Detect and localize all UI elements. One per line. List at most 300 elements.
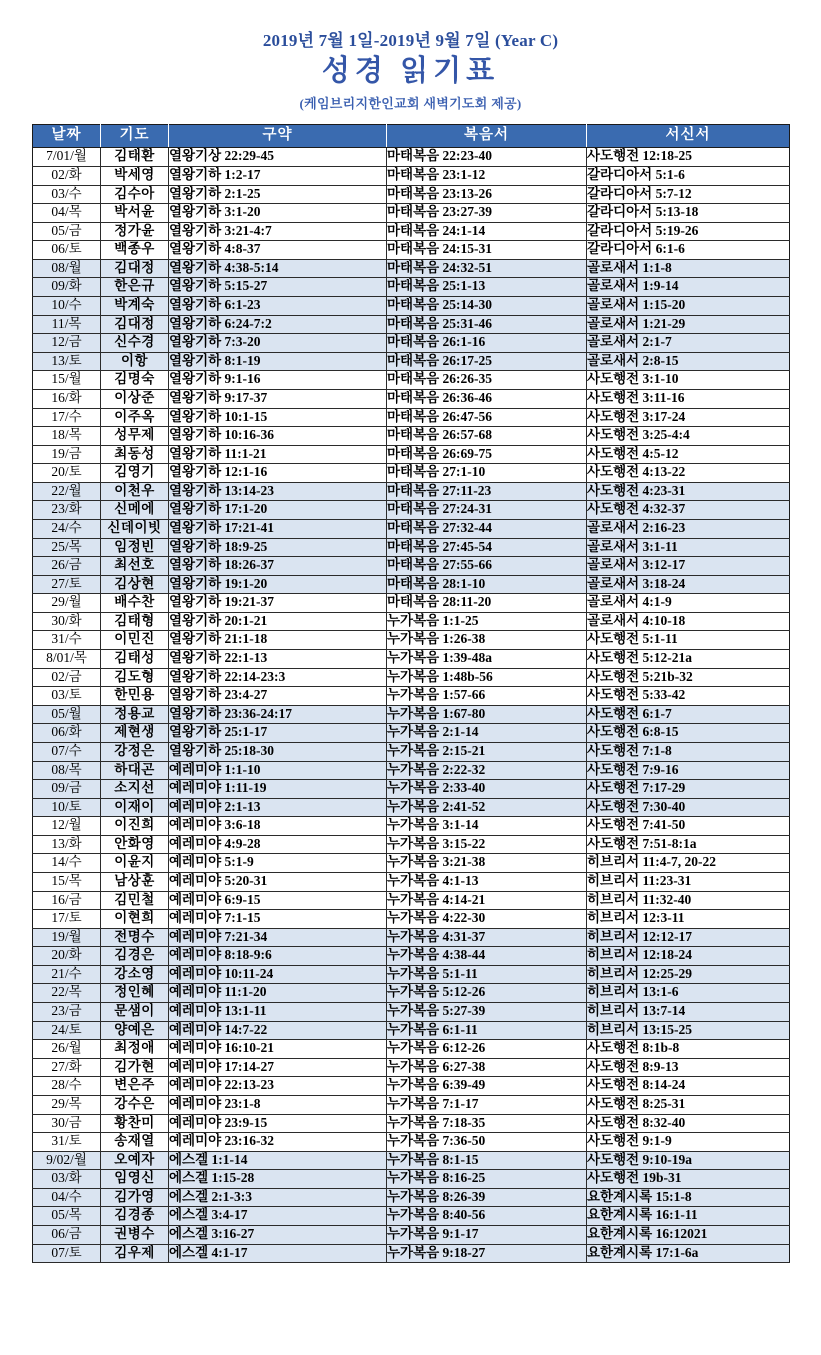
table-row [33, 482, 790, 501]
cell-date: 26/월 [33, 1040, 101, 1059]
table-row [33, 965, 790, 984]
cell-old-testament: 예레미야 8:18-9:6 [169, 947, 387, 966]
cell-date: 29/월 [33, 594, 101, 613]
cell-date: 09/화 [33, 278, 101, 297]
cell-prayer: 오예자 [101, 1151, 169, 1170]
cell-epistle: 사도행전 8:1b-8 [587, 1040, 790, 1059]
cell-old-testament: 열왕기하 10:1-15 [169, 408, 387, 427]
cell-prayer: 김경종 [101, 1207, 169, 1226]
cell-date: 04/목 [33, 204, 101, 223]
cell-epistle: 히브리서 11:4-7, 20-22 [587, 854, 790, 873]
table-row [33, 1114, 790, 1133]
cell-epistle: 사도행전 4:13-22 [587, 464, 790, 483]
cell-prayer: 강정은 [101, 742, 169, 761]
cell-date: 27/화 [33, 1058, 101, 1077]
schedule-table-container [32, 124, 789, 1264]
cell-epistle: 요한계시록 17:1-6a [587, 1244, 790, 1263]
cell-gospel: 마태복음 22:23-40 [387, 148, 587, 167]
cell-date: 08/목 [33, 761, 101, 780]
table-row [33, 668, 790, 687]
cell-gospel: 누가복음 5:1-11 [387, 965, 587, 984]
cell-gospel: 누가복음 9:18-27 [387, 1244, 587, 1263]
table-row [33, 389, 790, 408]
cell-epistle: 골로새서 3:12-17 [587, 557, 790, 576]
cell-prayer: 김가영 [101, 1188, 169, 1207]
cell-epistle: 히브리서 13:15-25 [587, 1021, 790, 1040]
cell-old-testament: 열왕기상 22:29-45 [169, 148, 387, 167]
cell-epistle: 갈라디아서 5:1-6 [587, 167, 790, 186]
cell-old-testament: 열왕기하 25:18-30 [169, 742, 387, 761]
cell-prayer: 소지선 [101, 780, 169, 799]
table-row [33, 1207, 790, 1226]
cell-prayer: 임영신 [101, 1170, 169, 1189]
table-row [33, 798, 790, 817]
table-row [33, 352, 790, 371]
cell-date: 19/월 [33, 928, 101, 947]
table-row [33, 1133, 790, 1152]
cell-gospel: 누가복음 9:1-17 [387, 1225, 587, 1244]
date-range-label: 2019년 7월 1일-2019년 9월 7일 (Year C) [262, 31, 559, 50]
cell-epistle: 사도행전 4:32-37 [587, 501, 790, 520]
cell-gospel: 마태복음 24:1-14 [387, 222, 587, 241]
cell-date: 06/화 [33, 724, 101, 743]
table-row [33, 724, 790, 743]
cell-date: 24/토 [33, 1021, 101, 1040]
cell-old-testament: 열왕기하 23:36-24:17 [169, 705, 387, 724]
table-row [33, 817, 790, 836]
cell-prayer: 김태형 [101, 612, 169, 631]
cell-epistle: 골로새서 1:1-8 [587, 259, 790, 278]
cell-prayer: 강소영 [101, 965, 169, 984]
cell-prayer: 이진희 [101, 817, 169, 836]
page-header [0, 0, 821, 112]
cell-old-testament: 열왕기하 23:4-27 [169, 687, 387, 706]
table-row [33, 259, 790, 278]
cell-old-testament: 예레미야 17:14-27 [169, 1058, 387, 1077]
page-subtitle: (케임브리지한인교회 새벽기도회 제공) [299, 95, 522, 111]
cell-old-testament: 예레미야 14:7-22 [169, 1021, 387, 1040]
column-header-epistle: 서신서 [587, 124, 790, 148]
cell-date: 11/목 [33, 315, 101, 334]
table-row [33, 1170, 790, 1189]
table-row [33, 575, 790, 594]
cell-old-testament: 열왕기하 10:16-36 [169, 427, 387, 446]
cell-prayer: 김대정 [101, 315, 169, 334]
cell-epistle: 사도행전 4:23-31 [587, 482, 790, 501]
cell-old-testament: 예레미야 7:21-34 [169, 928, 387, 947]
cell-gospel: 누가복음 7:36-50 [387, 1133, 587, 1152]
cell-epistle: 사도행전 7:30-40 [587, 798, 790, 817]
cell-prayer: 이민진 [101, 631, 169, 650]
cell-gospel: 누가복음 7:1-17 [387, 1095, 587, 1114]
cell-date: 19/금 [33, 445, 101, 464]
cell-old-testament: 에스겔 3:16-27 [169, 1225, 387, 1244]
cell-gospel: 누가복음 3:1-14 [387, 817, 587, 836]
cell-date: 05/금 [33, 222, 101, 241]
cell-date: 10/토 [33, 798, 101, 817]
cell-prayer: 박서윤 [101, 204, 169, 223]
cell-gospel: 누가복음 8:26-39 [387, 1188, 587, 1207]
column-header-prayer: 기도 [101, 124, 169, 148]
table-row [33, 557, 790, 576]
column-header-gospel: 복음서 [387, 124, 587, 148]
cell-date: 15/월 [33, 371, 101, 390]
table-row [33, 371, 790, 390]
cell-old-testament: 예레미야 5:1-9 [169, 854, 387, 873]
column-header-date: 날짜 [33, 124, 101, 148]
table-row [33, 185, 790, 204]
cell-gospel: 마태복음 26:36-46 [387, 389, 587, 408]
cell-date: 03/토 [33, 687, 101, 706]
cell-prayer: 변은주 [101, 1077, 169, 1096]
cell-prayer: 제현생 [101, 724, 169, 743]
cell-prayer: 정인혜 [101, 984, 169, 1003]
cell-epistle: 히브리서 12:3-11 [587, 910, 790, 929]
table-row [33, 297, 790, 316]
cell-date: 15/목 [33, 872, 101, 891]
cell-date: 17/토 [33, 910, 101, 929]
cell-epistle: 히브리서 13:1-6 [587, 984, 790, 1003]
cell-prayer: 이주옥 [101, 408, 169, 427]
cell-gospel: 누가복음 1:39-48a [387, 650, 587, 669]
cell-prayer: 한은규 [101, 278, 169, 297]
cell-old-testament: 열왕기하 1:2-17 [169, 167, 387, 186]
cell-gospel: 누가복음 4:22-30 [387, 910, 587, 929]
cell-prayer: 전명수 [101, 928, 169, 947]
cell-old-testament: 예레미야 13:1-11 [169, 1003, 387, 1022]
cell-date: 10/수 [33, 297, 101, 316]
cell-old-testament: 열왕기하 7:3-20 [169, 334, 387, 353]
cell-old-testament: 예레미야 10:11-24 [169, 965, 387, 984]
cell-gospel: 누가복음 3:15-22 [387, 835, 587, 854]
table-row [33, 464, 790, 483]
cell-date: 22/목 [33, 984, 101, 1003]
column-header-old-testament: 구약 [169, 124, 387, 148]
cell-gospel: 마태복음 26:69-75 [387, 445, 587, 464]
table-row [33, 761, 790, 780]
table-row [33, 148, 790, 167]
cell-old-testament: 예레미야 7:1-15 [169, 910, 387, 929]
cell-epistle: 골로새서 2:1-7 [587, 334, 790, 353]
cell-prayer: 성무제 [101, 427, 169, 446]
cell-prayer: 송재열 [101, 1133, 169, 1152]
cell-prayer: 김도형 [101, 668, 169, 687]
cell-date: 02/금 [33, 668, 101, 687]
cell-gospel: 마태복음 27:55-66 [387, 557, 587, 576]
cell-gospel: 마태복음 25:14-30 [387, 297, 587, 316]
cell-date: 30/금 [33, 1114, 101, 1133]
cell-epistle: 사도행전 3:17-24 [587, 408, 790, 427]
cell-date: 07/토 [33, 1244, 101, 1263]
cell-prayer: 이윤지 [101, 854, 169, 873]
cell-epistle: 사도행전 6:8-15 [587, 724, 790, 743]
cell-prayer: 신데이빗 [101, 520, 169, 539]
cell-epistle: 사도행전 7:41-50 [587, 817, 790, 836]
cell-date: 04/수 [33, 1188, 101, 1207]
cell-epistle: 사도행전 4:5-12 [587, 445, 790, 464]
cell-prayer: 권병수 [101, 1225, 169, 1244]
cell-old-testament: 예레미야 3:6-18 [169, 817, 387, 836]
cell-prayer: 백종우 [101, 241, 169, 260]
cell-prayer: 이재이 [101, 798, 169, 817]
cell-old-testament: 열왕기하 18:26-37 [169, 557, 387, 576]
cell-epistle: 요한계시록 15:1-8 [587, 1188, 790, 1207]
cell-prayer: 신수경 [101, 334, 169, 353]
cell-gospel: 누가복음 6:1-11 [387, 1021, 587, 1040]
cell-old-testament: 예레미야 23:16-32 [169, 1133, 387, 1152]
cell-old-testament: 예레미야 23:9-15 [169, 1114, 387, 1133]
table-row [33, 1151, 790, 1170]
table-row [33, 501, 790, 520]
cell-gospel: 마태복음 27:11-23 [387, 482, 587, 501]
cell-gospel: 누가복음 6:39-49 [387, 1077, 587, 1096]
cell-epistle: 사도행전 5:12-21a [587, 650, 790, 669]
table-row [33, 167, 790, 186]
cell-gospel: 누가복음 8:1-15 [387, 1151, 587, 1170]
cell-epistle: 사도행전 12:18-25 [587, 148, 790, 167]
cell-epistle: 갈라디아서 5:19-26 [587, 222, 790, 241]
cell-prayer: 정용교 [101, 705, 169, 724]
table-row [33, 780, 790, 799]
table-row [33, 1188, 790, 1207]
table-row [33, 1058, 790, 1077]
table-row [33, 835, 790, 854]
cell-date: 20/토 [33, 464, 101, 483]
cell-gospel: 누가복음 1:26-38 [387, 631, 587, 650]
cell-gospel: 누가복음 5:12-26 [387, 984, 587, 1003]
cell-gospel: 누가복음 4:31-37 [387, 928, 587, 947]
cell-old-testament: 예레미야 4:9-28 [169, 835, 387, 854]
cell-gospel: 마태복음 26:47-56 [387, 408, 587, 427]
cell-prayer: 남상훈 [101, 872, 169, 891]
cell-gospel: 마태복음 23:27-39 [387, 204, 587, 223]
table-row [33, 650, 790, 669]
cell-old-testament: 열왕기하 19:1-20 [169, 575, 387, 594]
cell-epistle: 요한계시록 16:1-11 [587, 1207, 790, 1226]
cell-old-testament: 열왕기하 18:9-25 [169, 538, 387, 557]
table-row [33, 947, 790, 966]
cell-old-testament: 열왕기하 22:14-23:3 [169, 668, 387, 687]
cell-epistle: 골로새서 4:10-18 [587, 612, 790, 631]
cell-date: 25/목 [33, 538, 101, 557]
cell-date: 06/금 [33, 1225, 101, 1244]
cell-epistle: 사도행전 6:1-7 [587, 705, 790, 724]
cell-old-testament: 예레미야 22:13-23 [169, 1077, 387, 1096]
cell-gospel: 마태복음 28:1-10 [387, 575, 587, 594]
cell-epistle: 사도행전 8:32-40 [587, 1114, 790, 1133]
table-row [33, 1040, 790, 1059]
cell-gospel: 누가복음 4:14-21 [387, 891, 587, 910]
table-row [33, 241, 790, 260]
table-row [33, 315, 790, 334]
cell-date: 13/화 [33, 835, 101, 854]
cell-prayer: 최선호 [101, 557, 169, 576]
cell-date: 22/월 [33, 482, 101, 501]
cell-epistle: 히브리서 12:18-24 [587, 947, 790, 966]
cell-prayer: 박세영 [101, 167, 169, 186]
cell-prayer: 정가윤 [101, 222, 169, 241]
table-row [33, 408, 790, 427]
cell-gospel: 누가복음 1:67-80 [387, 705, 587, 724]
table-row [33, 631, 790, 650]
cell-epistle: 사도행전 8:9-13 [587, 1058, 790, 1077]
cell-date: 12/월 [33, 817, 101, 836]
cell-old-testament: 열왕기하 4:8-37 [169, 241, 387, 260]
cell-epistle: 골로새서 3:1-11 [587, 538, 790, 557]
cell-gospel: 마태복음 24:15-31 [387, 241, 587, 260]
cell-epistle: 사도행전 7:1-8 [587, 742, 790, 761]
cell-epistle: 사도행전 7:17-29 [587, 780, 790, 799]
cell-date: 17/수 [33, 408, 101, 427]
cell-old-testament: 예레미야 6:9-15 [169, 891, 387, 910]
cell-gospel: 누가복음 4:1-13 [387, 872, 587, 891]
cell-date: 12/금 [33, 334, 101, 353]
cell-old-testament: 열왕기하 5:15-27 [169, 278, 387, 297]
cell-epistle: 사도행전 5:1-11 [587, 631, 790, 650]
cell-old-testament: 열왕기하 3:21-4:7 [169, 222, 387, 241]
cell-date: 16/금 [33, 891, 101, 910]
cell-old-testament: 열왕기하 17:1-20 [169, 501, 387, 520]
cell-epistle: 사도행전 19b-31 [587, 1170, 790, 1189]
cell-old-testament: 예레미야 11:1-20 [169, 984, 387, 1003]
cell-epistle: 사도행전 5:33-42 [587, 687, 790, 706]
cell-date: 24/수 [33, 520, 101, 539]
table-row [33, 1077, 790, 1096]
cell-epistle: 사도행전 3:25-4:4 [587, 427, 790, 446]
cell-gospel: 마태복음 26:17-25 [387, 352, 587, 371]
cell-date: 13/토 [33, 352, 101, 371]
cell-gospel: 마태복음 26:26-35 [387, 371, 587, 390]
table-row [33, 445, 790, 464]
table-row [33, 334, 790, 353]
cell-date: 31/토 [33, 1133, 101, 1152]
cell-old-testament: 열왕기하 21:1-18 [169, 631, 387, 650]
cell-old-testament: 열왕기하 2:1-25 [169, 185, 387, 204]
cell-epistle: 히브리서 11:23-31 [587, 872, 790, 891]
cell-old-testament: 열왕기하 13:14-23 [169, 482, 387, 501]
cell-date: 08/월 [33, 259, 101, 278]
cell-epistle: 사도행전 3:1-10 [587, 371, 790, 390]
cell-prayer: 안화영 [101, 835, 169, 854]
table-row [33, 872, 790, 891]
cell-epistle: 갈라디아서 5:13-18 [587, 204, 790, 223]
table-body [33, 148, 790, 1263]
cell-gospel: 누가복음 4:38-44 [387, 947, 587, 966]
table-row [33, 612, 790, 631]
cell-epistle: 사도행전 8:25-31 [587, 1095, 790, 1114]
cell-date: 06/토 [33, 241, 101, 260]
cell-gospel: 누가복음 8:16-25 [387, 1170, 587, 1189]
cell-prayer: 김태성 [101, 650, 169, 669]
cell-prayer: 김영기 [101, 464, 169, 483]
cell-epistle: 사도행전 3:11-16 [587, 389, 790, 408]
cell-date: 03/수 [33, 185, 101, 204]
cell-date: 28/수 [33, 1077, 101, 1096]
cell-gospel: 누가복음 1:1-25 [387, 612, 587, 631]
cell-old-testament: 열왕기하 22:1-13 [169, 650, 387, 669]
cell-gospel: 마태복음 23:1-12 [387, 167, 587, 186]
cell-gospel: 마태복음 27:45-54 [387, 538, 587, 557]
cell-old-testament: 열왕기하 9:17-37 [169, 389, 387, 408]
cell-old-testament: 열왕기하 17:21-41 [169, 520, 387, 539]
table-row [33, 928, 790, 947]
table-row [33, 594, 790, 613]
cell-prayer: 최동성 [101, 445, 169, 464]
cell-prayer: 박계숙 [101, 297, 169, 316]
cell-prayer: 이현희 [101, 910, 169, 929]
cell-gospel: 누가복음 2:33-40 [387, 780, 587, 799]
cell-date: 07/수 [33, 742, 101, 761]
table-row [33, 910, 790, 929]
table-row [33, 1244, 790, 1263]
cell-prayer: 김태환 [101, 148, 169, 167]
cell-prayer: 김명숙 [101, 371, 169, 390]
cell-old-testament: 에스겔 4:1-17 [169, 1244, 387, 1263]
cell-old-testament: 열왕기하 20:1-21 [169, 612, 387, 631]
cell-gospel: 누가복음 6:12-26 [387, 1040, 587, 1059]
cell-prayer: 양예은 [101, 1021, 169, 1040]
cell-gospel: 마태복음 27:24-31 [387, 501, 587, 520]
cell-epistle: 히브리서 12:25-29 [587, 965, 790, 984]
table-row [33, 204, 790, 223]
cell-epistle: 사도행전 9:1-9 [587, 1133, 790, 1152]
table-header-row [33, 124, 790, 148]
cell-date: 9/02/월 [33, 1151, 101, 1170]
cell-date: 29/목 [33, 1095, 101, 1114]
cell-old-testament: 열왕기하 11:1-21 [169, 445, 387, 464]
cell-epistle: 골로새서 2:16-23 [587, 520, 790, 539]
cell-old-testament: 열왕기하 19:21-37 [169, 594, 387, 613]
cell-old-testament: 열왕기하 6:24-7:2 [169, 315, 387, 334]
cell-epistle: 갈라디아서 5:7-12 [587, 185, 790, 204]
cell-epistle: 사도행전 7:51-8:1a [587, 835, 790, 854]
cell-epistle: 골로새서 1:9-14 [587, 278, 790, 297]
cell-prayer: 배수찬 [101, 594, 169, 613]
cell-old-testament: 에스겔 3:4-17 [169, 1207, 387, 1226]
cell-prayer: 김수아 [101, 185, 169, 204]
cell-epistle: 골로새서 4:1-9 [587, 594, 790, 613]
cell-date: 02/화 [33, 167, 101, 186]
cell-gospel: 누가복음 1:57-66 [387, 687, 587, 706]
cell-old-testament: 예레미야 1:11-19 [169, 780, 387, 799]
cell-prayer: 이항 [101, 352, 169, 371]
cell-gospel: 누가복음 1:48b-56 [387, 668, 587, 687]
cell-epistle: 갈라디아서 6:1-6 [587, 241, 790, 260]
cell-date: 16/화 [33, 389, 101, 408]
cell-prayer: 최정애 [101, 1040, 169, 1059]
cell-date: 14/수 [33, 854, 101, 873]
cell-date: 31/수 [33, 631, 101, 650]
cell-date: 23/금 [33, 1003, 101, 1022]
cell-prayer: 김민철 [101, 891, 169, 910]
cell-epistle: 골로새서 1:15-20 [587, 297, 790, 316]
cell-date: 26/금 [33, 557, 101, 576]
cell-date: 21/수 [33, 965, 101, 984]
cell-gospel: 누가복음 2:41-52 [387, 798, 587, 817]
cell-gospel: 마태복음 26:57-68 [387, 427, 587, 446]
cell-date: 05/목 [33, 1207, 101, 1226]
cell-old-testament: 열왕기하 25:1-17 [169, 724, 387, 743]
cell-gospel: 누가복음 2:22-32 [387, 761, 587, 780]
cell-prayer: 김상현 [101, 575, 169, 594]
cell-date: 18/목 [33, 427, 101, 446]
cell-epistle: 사도행전 5:21b-32 [587, 668, 790, 687]
cell-epistle: 히브리서 13:7-14 [587, 1003, 790, 1022]
table-row [33, 1021, 790, 1040]
cell-date: 09/금 [33, 780, 101, 799]
table-row [33, 520, 790, 539]
cell-old-testament: 에스겔 1:15-28 [169, 1170, 387, 1189]
